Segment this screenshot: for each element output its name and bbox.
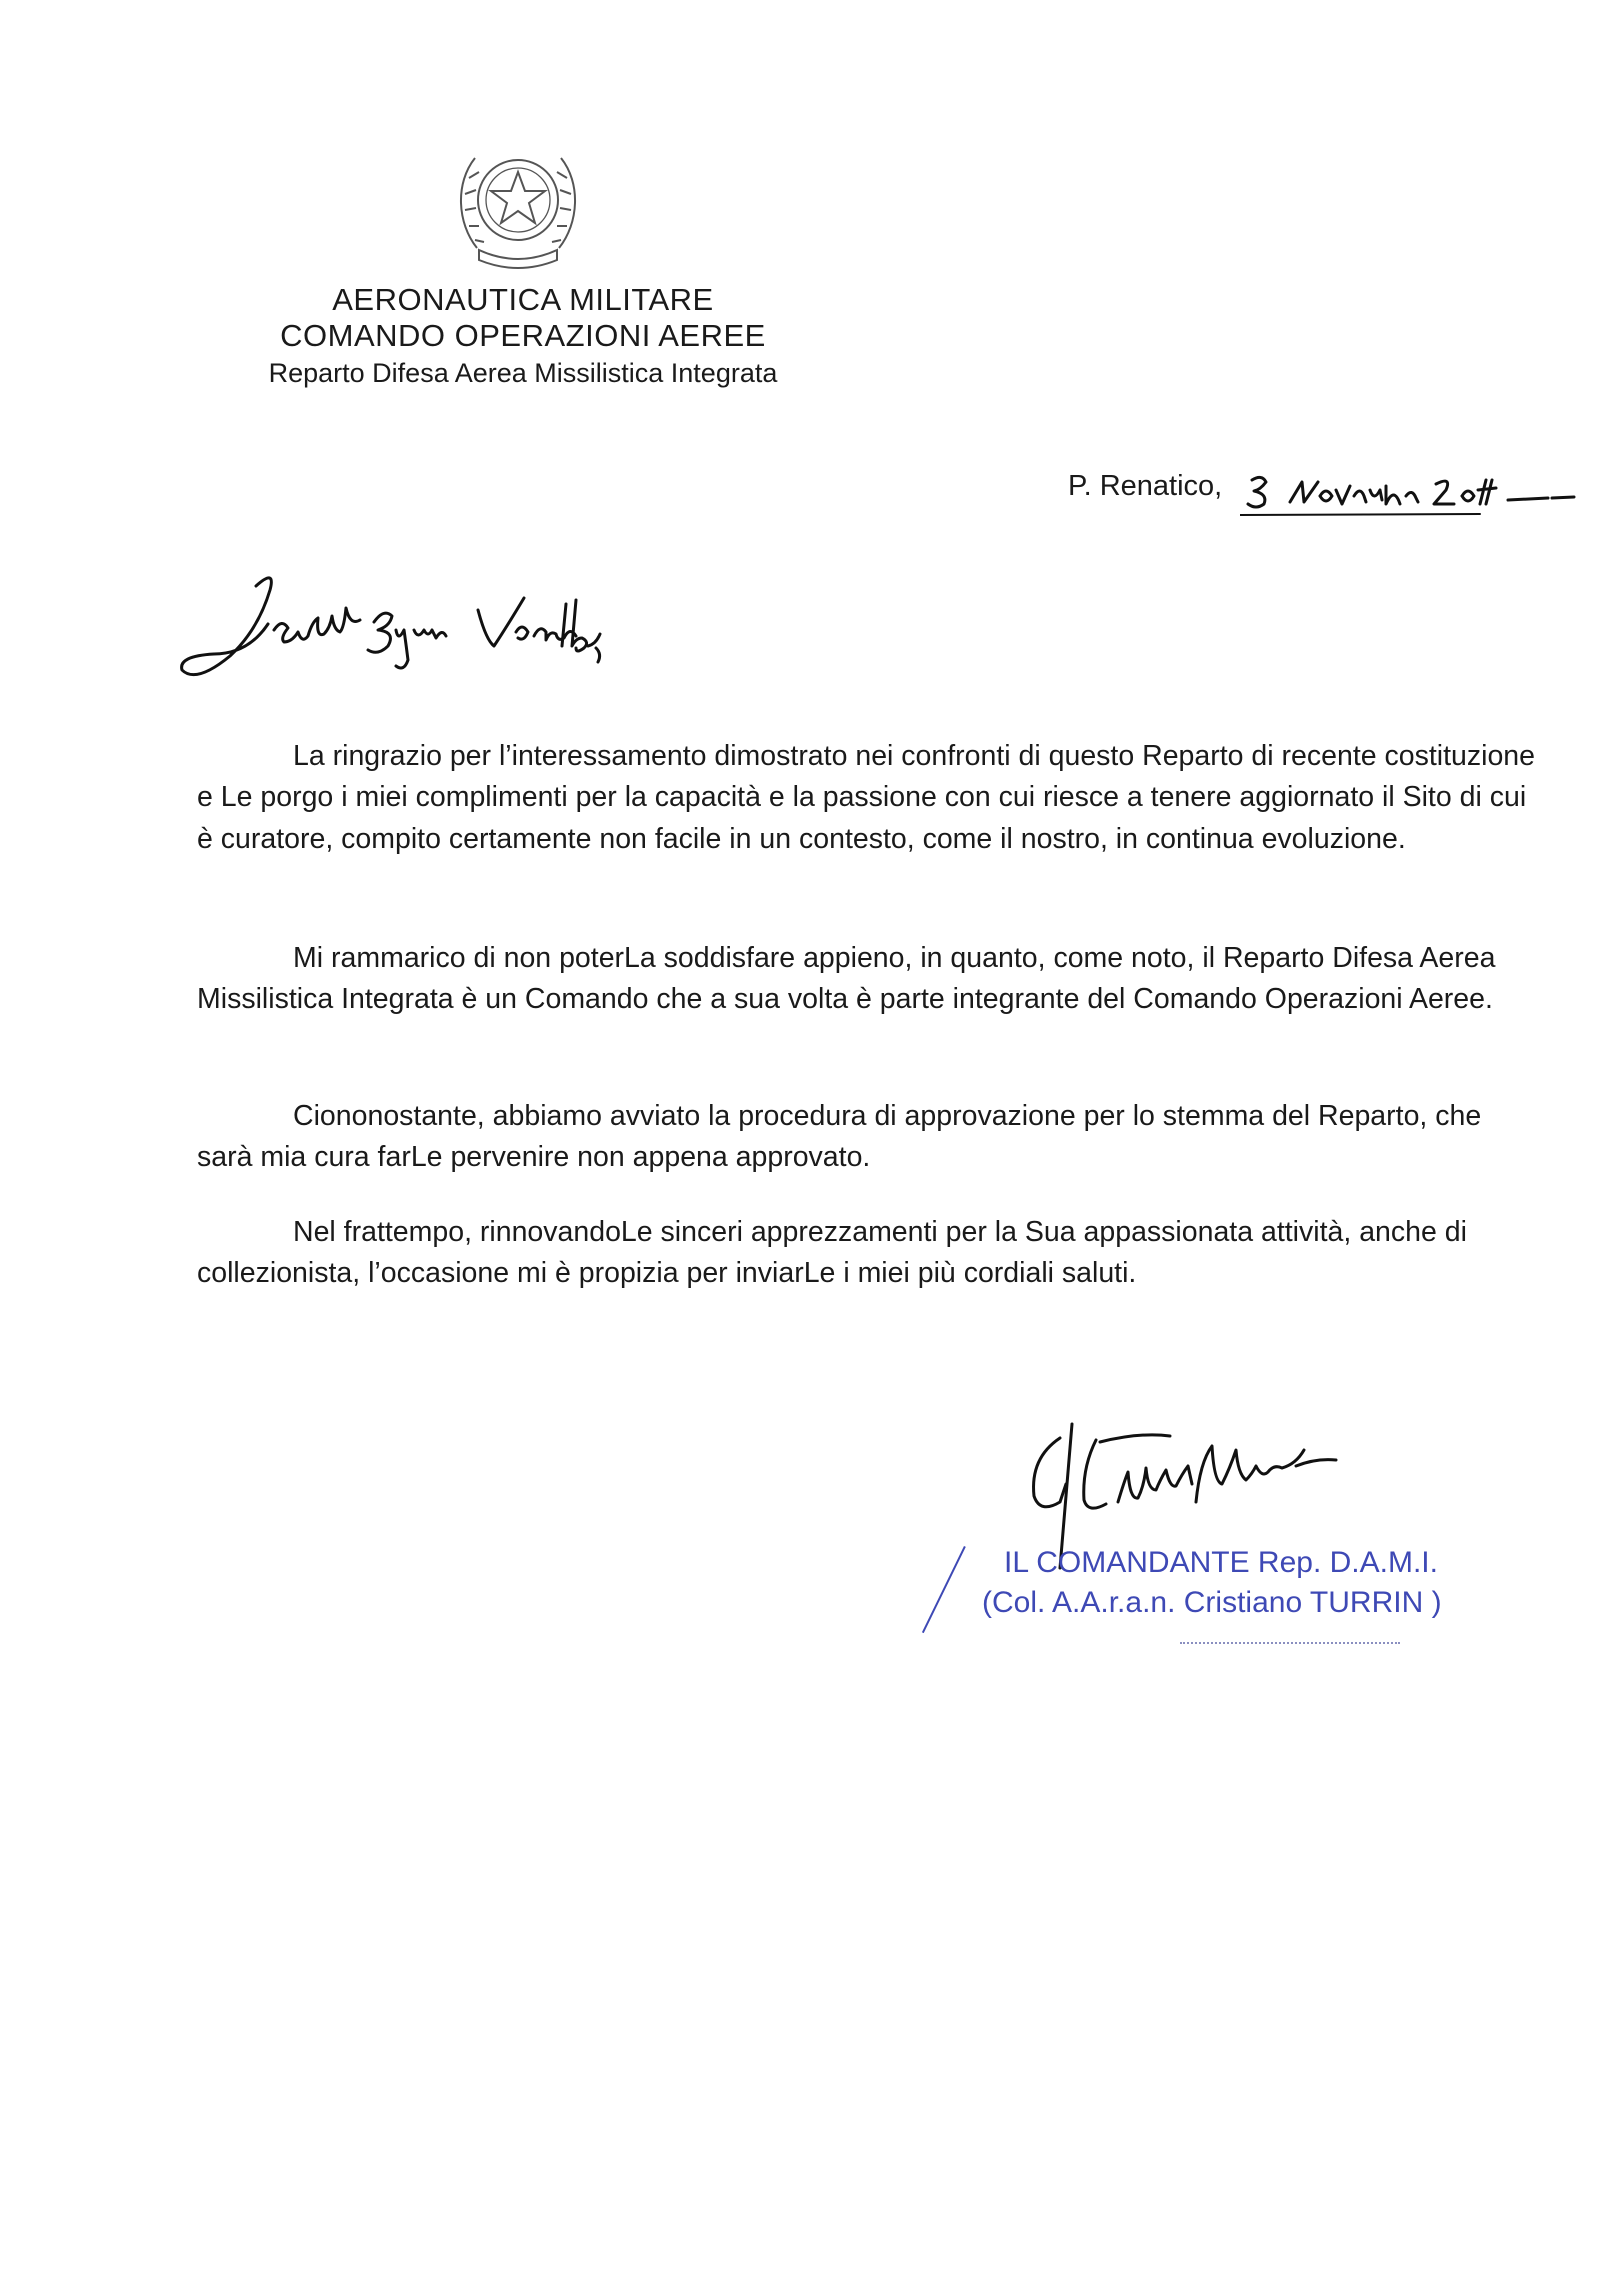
stamp-slash-line xyxy=(922,1546,966,1633)
italian-republic-emblem-icon xyxy=(447,128,589,278)
body-paragraph-3 xyxy=(197,1096,1537,1179)
letterhead-line-2: COMANDO OPERAZIONI AEREE xyxy=(280,318,766,353)
stamp-underline xyxy=(1180,1642,1400,1644)
handwritten-date xyxy=(1240,470,1590,520)
body-paragraph-2 xyxy=(197,938,1537,1021)
handwritten-salutation xyxy=(178,560,778,700)
body-paragraph-1-text: La ringrazio per l’interessamento dimostrato nei confronti di questo Reparto di recente costituzione e Le porgo i miei complimenti per la capacità e la passione con cui riesce a tenere aggiornato il Sito di cui è curatore, compito certamente non facile in un contesto, come il nostro, in continua evoluzione. xyxy=(197,740,1536,855)
body-paragraph-2-text: Mi rammarico di non poterLa soddisfare appieno, in quanto, come noto, il Reparto Difesa Aerea Missilistica Integrata è un Comando che a sua volta è parte integrante del Comando Operazioni Aeree. xyxy=(197,942,1496,1016)
body-paragraph-3-text: Ciononostante, abbiamo avviato la procedura di approvazione per lo stemma del Reparto, che sarà mia cura farLe pervenire non appena approvato. xyxy=(197,1100,1482,1174)
date-place: P. Renatico, xyxy=(1068,470,1223,502)
body-paragraph-1 xyxy=(197,736,1537,860)
body-paragraph-4 xyxy=(197,1212,1537,1295)
letterhead-line-1: AERONAUTICA MILITARE xyxy=(332,282,714,317)
stamp-line-2: (Col. A.A.r.a.n. Cristiano TURRIN ) xyxy=(982,1586,1442,1619)
letterhead-line-3: Reparto Difesa Aerea Missilistica Integrata xyxy=(268,358,778,388)
stamp-line-1: IL COMANDANTE Rep. D.A.M.I. xyxy=(1004,1546,1438,1579)
body-paragraph-4-text: Nel frattempo, rinnovandoLe sinceri apprezzamenti per la Sua appassionata attività, anche di collezionista, l’occasione mi è propizia per inviarLe i miei più cordiali saluti. xyxy=(197,1216,1467,1290)
